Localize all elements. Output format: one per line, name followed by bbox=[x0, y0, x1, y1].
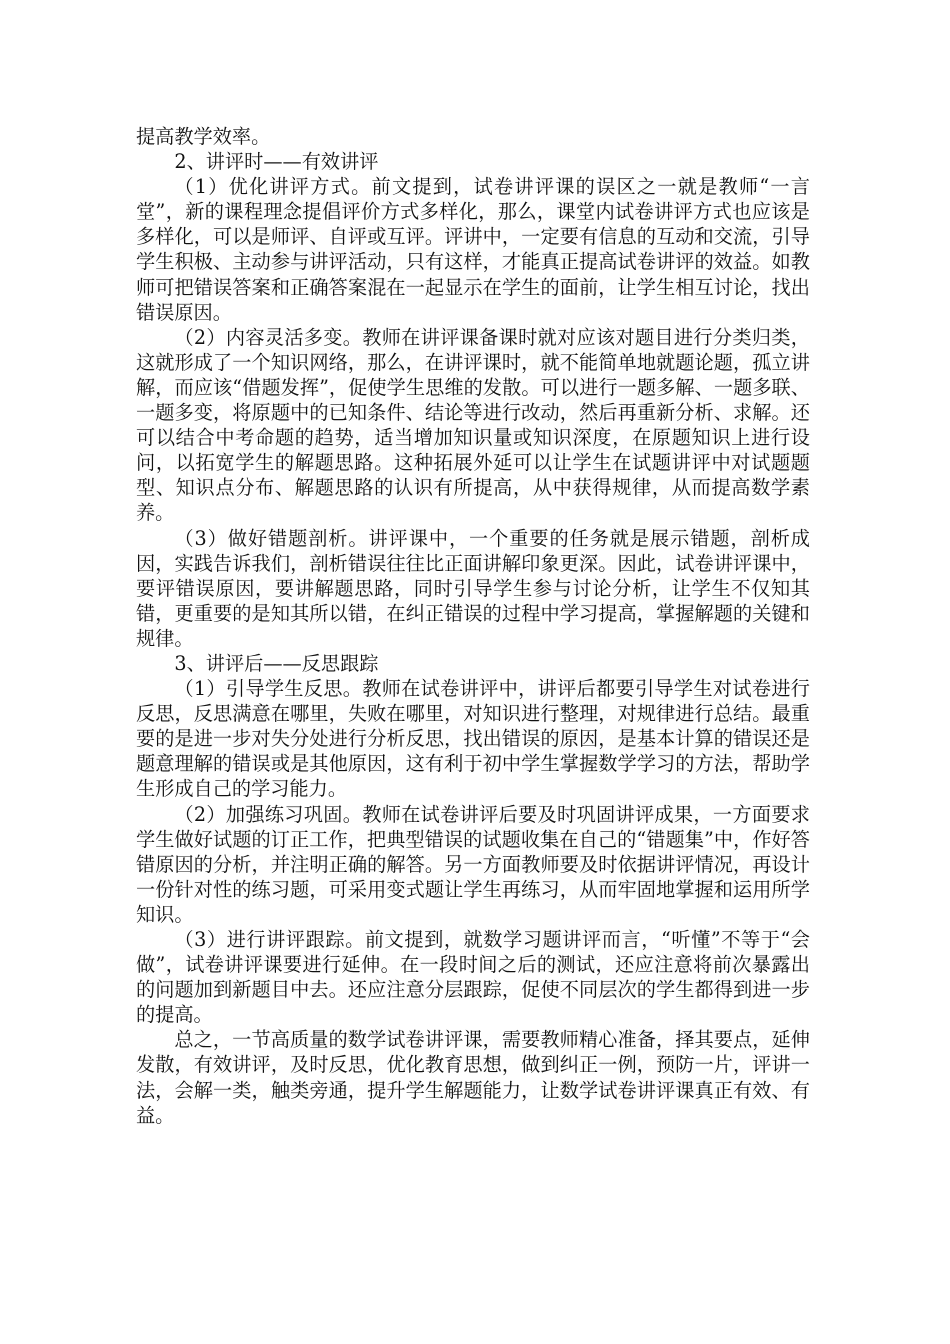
section-heading-after-review: 3、讲评后——反思跟踪 bbox=[174, 651, 379, 675]
paragraph-guide-reflection: （1）引导学生反思。教师在试卷讲评中，讲评后都要引导学生对试卷进行反思，反思满意在哪里，失败在哪里，对知识进行整理，对规律进行总结。最重要的是进一步对失分处进行分析反思，找出错误的原因，是基本计算的错误还是题意理解的错误或是其他原因，这有利于初中学生掌握数学学习的方法，帮助学生形成自己的学习能力。 bbox=[136, 677, 810, 801]
paragraph-flexible-content: （2）内容灵活多变。教师在讲评课备课时就对应该对题目进行分类归类，这就形成了一个知识网络，那么，在讲评课时，就不能简单地就题论题，孤立讲解，而应该“借题发挥”，促使学生思维的发散。可以进行一题多解、一题多联、一题多变，将原题中的已知条件、结论等进行改动，然后再重新分析、求解。还可以结合中考命题的趋势，适当增加知识量或知识深度，在原题知识上进行设问，以拓宽学生的解题思路。这种拓展外延可以让学生在试题讲评中对试题题型、知识点分布、解题思路的认识有所提高，从中获得规律，从而提高数学素养。 bbox=[136, 325, 810, 525]
paragraph-optimize-method: （1）优化讲评方式。前文提到，试卷讲评课的误区之一就是教师“一言堂”，新的课程理念提倡评价方式多样化，那么，课堂内试卷讲评方式也应该是多样化，可以是师评、自评或互评。评讲中，一定要有信息的互动和交流，引导学生积极、主动参与讲评活动，只有这样，才能真正提高试卷讲评的效益。如教师可把错误答案和正确答案混在一起显示在学生的面前，让学生相互讨论，找出错误原因。 bbox=[136, 175, 810, 324]
document-page bbox=[136, 124, 810, 1128]
paragraph-continuation: 提高教学效率。 bbox=[136, 125, 271, 148]
paragraph-follow-up: （3）进行讲评跟踪。前文提到，就数学习题讲评而言，“听懂”不等于“会做”，试卷讲评课要进行延伸。在一段时间之后的测试，还应注意将前次暴露出的问题加到新题目中去。还应注意分层跟踪，促使不同层次的学生都得到进一步的提高。 bbox=[136, 928, 810, 1027]
paragraph-practice-consolidation: （2）加强练习巩固。教师在试卷讲评后要及时巩固讲评成果，一方面要求学生做好试题的订正工作，把典型错误的试题收集在自己的“错题集”中，作好答错原因的分析，并注明正确的解答。另一方面教师要及时依据讲评情况，再设计一份针对性的练习题，可采用变式题让学生再练习，从而牢固地掌握和运用所学知识。 bbox=[136, 802, 810, 926]
paragraph-conclusion: 总之，一节高质量的数学试卷讲评课，需要教师精心准备，择其要点，延伸发散，有效讲评，及时反思，优化教育思想，做到纠正一例，预防一片，评讲一法，会解一类，触类旁通，提升学生解题能力，让数学试卷讲评课真正有效、有益。 bbox=[136, 1028, 810, 1127]
paragraph-error-analysis: （3）做好错题剖析。讲评课中，一个重要的任务就是展示错题，剖析成因，实践告诉我们，剖析错误往往比正面讲解印象更深。因此，试卷讲评课中，要评错误原因，要讲解题思路，同时引导学生参与讨论分析，让学生不仅知其错，更重要的是知其所以错，在纠正错误的过程中学习提高，掌握解题的关键和规律。 bbox=[136, 526, 810, 650]
section-heading-during-review: 2、讲评时——有效讲评 bbox=[174, 150, 379, 174]
